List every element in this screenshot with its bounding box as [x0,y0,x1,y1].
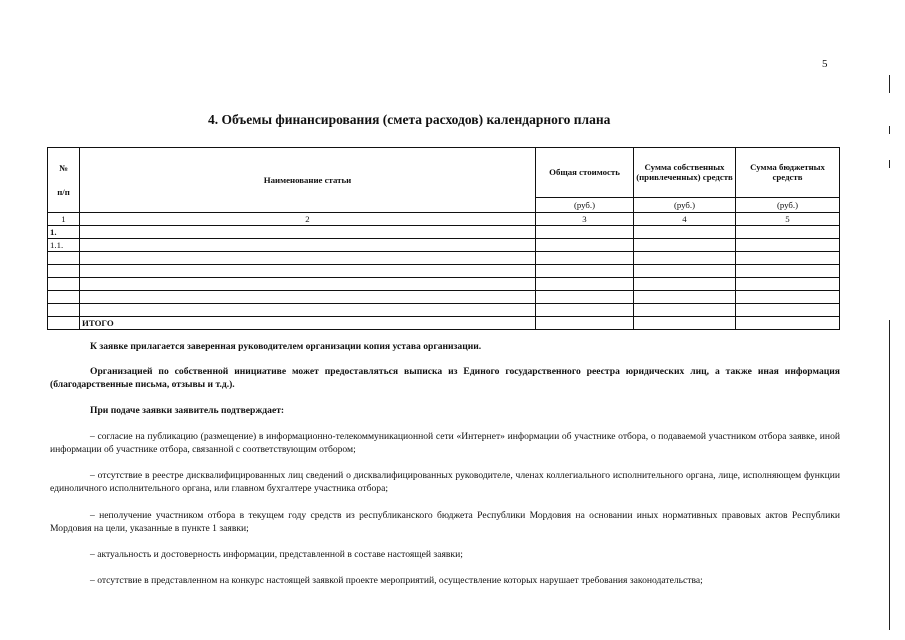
row-name [80,291,536,304]
row-num [48,265,80,278]
row-name [80,278,536,291]
confirmation-item: – актуальность и достоверность информации, представленной в составе настоящей заявки; [90,549,463,560]
index-cell: 2 [80,213,536,226]
row-own [634,278,736,291]
total-value [736,317,840,330]
row-total [536,278,634,291]
row-name [80,239,536,252]
row-name [80,252,536,265]
row-name [80,226,536,239]
budget-table [47,147,840,330]
section-title: 4. Объемы финансирования (смета расходов) календарного плана [208,112,611,127]
egrul-note: Организацией по собственной инициативе может предоставляться выписка из Единого государственного реестра юридических лиц, а также иная информация (благодарственные письма, отзывы и т.д.). [50,366,840,390]
row-num [48,291,80,304]
header-total: Общая стоимость [536,148,634,198]
header-budget: Сумма бюджетных средств [736,148,840,198]
index-cell: 3 [536,213,634,226]
row-own [634,239,736,252]
row-budget [736,278,840,291]
row-own [634,304,736,317]
scan-mark [889,126,890,134]
page-number: 5 [822,58,828,70]
row-total [536,252,634,265]
row-num: 1. [48,226,80,239]
row-total [536,226,634,239]
scan-mark [889,320,890,630]
index-cell: 5 [736,213,840,226]
confirmation-heading: При подаче заявки заявитель подтверждает: [90,405,285,416]
row-budget [736,239,840,252]
confirmation-item: – отсутствие в представленном на конкурс настоящей заявкой проекте мероприятий, осуществление которых нарушает требования законодательства; [90,575,703,586]
header-num: № п/п [48,148,80,213]
row-own [634,265,736,278]
unit-cell: (руб.) [634,197,736,212]
header-name: Наименование статьи [80,148,536,213]
confirmation-item: – неполучение участником отбора в текущем году средств из республиканского бюджета Республики Мордовия на основании иных нормативных правовых актов Республики Мордовия на цели, указанные в пункте 1 заявки; [50,510,840,534]
row-own [634,291,736,304]
scan-mark [889,75,890,93]
total-label: ИТОГО [80,317,536,330]
row-total [536,265,634,278]
total-value [634,317,736,330]
row-num [48,304,80,317]
row-budget [736,226,840,239]
row-num [48,278,80,291]
row-num: 1.1. [48,239,80,252]
unit-cell: (руб.) [536,197,634,212]
row-own [634,226,736,239]
header-own: Сумма собственных (привлеченных) средств [634,148,736,198]
total-num [48,317,80,330]
row-name [80,265,536,278]
row-own [634,252,736,265]
row-total [536,304,634,317]
confirmation-item: – отсутствие в реестре дисквалифицированных лиц сведений о дисквалифицированных руководителе, членах коллегиального исполнительного органа, лице, исполняющем функции единоличного исполнительного органа, или главном бухгалтере участника отбора; [50,470,840,494]
unit-cell: (руб.) [736,197,840,212]
row-total [536,239,634,252]
total-value [536,317,634,330]
index-cell: 1 [48,213,80,226]
row-budget [736,291,840,304]
row-name [80,304,536,317]
confirmation-item: – согласие на публикацию (размещение) в информационно-телекоммуникационной сети «Интернет» информации об участнике отбора, о подаваемой участником отбора заявке, иной информации об участнике отбора, связанной с соответствующим отбором; [50,431,840,455]
scan-mark [889,160,890,168]
row-budget [736,304,840,317]
row-total [536,291,634,304]
row-budget [736,252,840,265]
index-cell: 4 [634,213,736,226]
row-num [48,252,80,265]
attachment-note: К заявке прилагается заверенная руководителем организации копия устава организации. [90,341,482,352]
row-budget [736,265,840,278]
